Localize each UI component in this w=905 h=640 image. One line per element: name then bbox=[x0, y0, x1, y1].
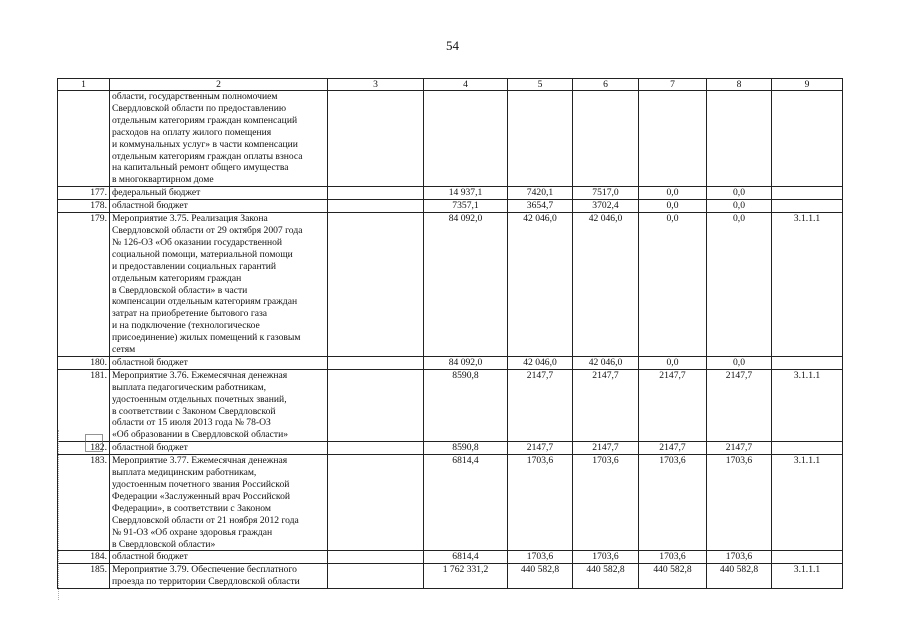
row-description bbox=[110, 455, 328, 551]
text-line: Федерации», в соответствии с Законом bbox=[112, 502, 271, 514]
text-line: № 126-ОЗ «Об оказании государственной bbox=[112, 236, 283, 248]
text-line: отдельным категориям граждан bbox=[112, 272, 242, 284]
text-line: отдельным категориям граждан компенсаций bbox=[112, 114, 298, 126]
text-line: компенсации отдельным категориям граждан bbox=[112, 296, 298, 308]
row-description bbox=[110, 187, 328, 200]
cell-col6: 7517,0 bbox=[573, 187, 639, 200]
text-line: выплата педагогическим работникам, bbox=[112, 381, 266, 393]
cell-col8: 0,0 bbox=[707, 213, 772, 357]
row-number: 180. bbox=[58, 356, 110, 369]
text-line: выплата медицинским работникам, bbox=[112, 467, 257, 479]
text-line: Мероприятие 3.75. Реализация Закона bbox=[112, 213, 268, 225]
cell-col4: 8590,8 bbox=[424, 442, 508, 455]
row-description bbox=[110, 442, 328, 455]
text-line: затрат на приобретение бытового газа bbox=[112, 308, 268, 320]
row-description bbox=[110, 369, 328, 441]
cell-col4: 14 937,1 bbox=[424, 187, 508, 200]
row-number: 178. bbox=[58, 200, 110, 213]
table-row bbox=[58, 455, 843, 551]
text-line: Федерации «Заслуженный врач Российской bbox=[112, 490, 290, 502]
cell-col5: 2147,7 bbox=[508, 442, 573, 455]
cell-col4: 84 092,0 bbox=[424, 356, 508, 369]
text-line: областной бюджет bbox=[112, 442, 188, 454]
cell-col9 bbox=[772, 442, 843, 455]
text-line: областной бюджет bbox=[112, 356, 188, 368]
cell-col4: 8590,8 bbox=[424, 369, 508, 441]
cell-col3 bbox=[328, 187, 424, 200]
table-body bbox=[58, 91, 843, 589]
cell-col8: 2147,7 bbox=[707, 442, 772, 455]
cell-col7 bbox=[639, 91, 707, 187]
header-row bbox=[58, 79, 843, 91]
cell-col6: 42 046,0 bbox=[573, 213, 639, 357]
row-number: 183. bbox=[58, 455, 110, 551]
text-line: удостоенным отдельных почетных званий, bbox=[112, 393, 287, 405]
text-line: и предоставлении социальных гарантий bbox=[112, 260, 277, 272]
cell-col8: 0,0 bbox=[707, 187, 772, 200]
cell-col6: 1703,6 bbox=[573, 551, 639, 564]
cell-col4: 1 762 331,2 bbox=[424, 564, 508, 589]
text-line: в соответствии с Законом Свердловской bbox=[112, 405, 276, 417]
cell-col4: 84 092,0 bbox=[424, 213, 508, 357]
text-line: расходов на оплату жилого помещения bbox=[112, 126, 272, 138]
table-row bbox=[58, 442, 843, 455]
cell-col6: 42 046,0 bbox=[573, 356, 639, 369]
text-line: Свердловской области от 29 октября 2007 года bbox=[112, 224, 303, 236]
cell-col7: 0,0 bbox=[639, 200, 707, 213]
cell-col3 bbox=[328, 91, 424, 187]
cell-col5: 7420,1 bbox=[508, 187, 573, 200]
text-line: присоединение) жилых помещений к газовым bbox=[112, 332, 301, 344]
cell-col9: 3.1.1.1 bbox=[772, 564, 843, 589]
stamp-box bbox=[85, 434, 103, 452]
cell-col7: 2147,7 bbox=[639, 369, 707, 441]
cell-col9 bbox=[772, 187, 843, 200]
column-header: 3 bbox=[328, 79, 424, 91]
row-description bbox=[110, 551, 328, 564]
cell-col8: 0,0 bbox=[707, 200, 772, 213]
cell-col4: 7357,1 bbox=[424, 200, 508, 213]
row-number: 177. bbox=[58, 187, 110, 200]
text-line: областной бюджет bbox=[112, 200, 188, 212]
text-line: социальной помощи, материальной помощи bbox=[112, 248, 293, 260]
text-line: и коммунальных услуг» в части компенсации bbox=[112, 138, 298, 150]
cell-col6: 1703,6 bbox=[573, 455, 639, 551]
budget-table bbox=[57, 78, 843, 589]
cell-col9 bbox=[772, 91, 843, 187]
text-line: Мероприятие 3.76. Ежемесячная денежная bbox=[112, 369, 288, 381]
text-line: области, государственным полномочием bbox=[112, 91, 278, 102]
row-description bbox=[110, 564, 328, 589]
cell-col5: 42 046,0 bbox=[508, 213, 573, 357]
cell-col5: 1703,6 bbox=[508, 551, 573, 564]
cell-col6: 2147,7 bbox=[573, 442, 639, 455]
text-line: областной бюджет bbox=[112, 551, 188, 563]
cell-col7: 1703,6 bbox=[639, 551, 707, 564]
text-line: проезда по территории Свердловской области bbox=[112, 576, 300, 588]
text-line: Свердловской области от 21 ноября 2012 года bbox=[112, 514, 299, 526]
text-line: Свердловской области по предоставлению bbox=[112, 102, 286, 114]
row-number: 184. bbox=[58, 551, 110, 564]
column-header: 5 bbox=[508, 79, 573, 91]
cell-col4 bbox=[424, 91, 508, 187]
cell-col7: 0,0 bbox=[639, 356, 707, 369]
table-row bbox=[58, 551, 843, 564]
column-header: 9 bbox=[772, 79, 843, 91]
text-line: в Свердловской области» bbox=[112, 538, 216, 550]
cell-col8: 440 582,8 bbox=[707, 564, 772, 589]
cell-col7: 1703,6 bbox=[639, 455, 707, 551]
cell-col9: 3.1.1.1 bbox=[772, 369, 843, 441]
column-header: 8 bbox=[707, 79, 772, 91]
cell-col8: 0,0 bbox=[707, 356, 772, 369]
table-row bbox=[58, 91, 843, 187]
cell-col7: 0,0 bbox=[639, 213, 707, 357]
text-line: в Свердловской области» в части bbox=[112, 284, 248, 296]
cell-col4: 6814,4 bbox=[424, 551, 508, 564]
table-row bbox=[58, 564, 843, 589]
column-header: 6 bbox=[573, 79, 639, 91]
text-line: на капитальный ремонт общего имущества bbox=[112, 162, 289, 174]
cell-col3 bbox=[328, 564, 424, 589]
text-line: удостоенным почетного звания Российской bbox=[112, 479, 290, 490]
cell-col9 bbox=[772, 356, 843, 369]
cell-col7: 2147,7 bbox=[639, 442, 707, 455]
cell-col9 bbox=[772, 200, 843, 213]
row-description bbox=[110, 356, 328, 369]
row-number: 185. bbox=[58, 564, 110, 589]
cell-col3 bbox=[328, 200, 424, 213]
cell-col3 bbox=[328, 213, 424, 357]
cell-col7: 440 582,8 bbox=[639, 564, 707, 589]
cell-col5: 42 046,0 bbox=[508, 356, 573, 369]
text-line: «Об образовании в Свердловской области» bbox=[112, 429, 289, 441]
cell-col3 bbox=[328, 369, 424, 441]
text-line: в многоквартирном доме bbox=[112, 174, 214, 186]
cell-col8: 1703,6 bbox=[707, 551, 772, 564]
text-line: Мероприятие 3.77. Ежемесячная денежная bbox=[112, 455, 288, 467]
row-number: 182. bbox=[58, 442, 110, 455]
cell-col8: 1703,6 bbox=[707, 455, 772, 551]
cell-col5: 1703,6 bbox=[508, 455, 573, 551]
table-row bbox=[58, 213, 843, 357]
cell-col6 bbox=[573, 91, 639, 187]
row-number: 181. bbox=[58, 369, 110, 441]
cell-col7: 0,0 bbox=[639, 187, 707, 200]
column-header: 4 bbox=[424, 79, 508, 91]
row-description bbox=[110, 200, 328, 213]
table-row bbox=[58, 200, 843, 213]
registration-stamp bbox=[58, 430, 105, 600]
cell-col6: 440 582,8 bbox=[573, 564, 639, 589]
cell-col5 bbox=[508, 91, 573, 187]
cell-col4: 6814,4 bbox=[424, 455, 508, 551]
table-row bbox=[58, 369, 843, 441]
cell-col9: 3.1.1.1 bbox=[772, 213, 843, 357]
text-line: сетям bbox=[112, 344, 136, 356]
text-line: Мероприятие 3.79. Обеспечение бесплатного bbox=[112, 564, 297, 576]
row-number: 179. bbox=[58, 213, 110, 357]
cell-col9: 3.1.1.1 bbox=[772, 455, 843, 551]
cell-col5: 3654,7 bbox=[508, 200, 573, 213]
cell-col3 bbox=[328, 356, 424, 369]
row-description bbox=[110, 213, 328, 357]
table-row bbox=[58, 187, 843, 200]
cell-col6: 3702,4 bbox=[573, 200, 639, 213]
cell-col5: 440 582,8 bbox=[508, 564, 573, 589]
text-line: № 91-ОЗ «Об охране здоровья граждан bbox=[112, 526, 273, 538]
cell-col3 bbox=[328, 442, 424, 455]
column-header: 7 bbox=[639, 79, 707, 91]
text-line: и на подключение (технологическое bbox=[112, 320, 260, 332]
page-number: 54 bbox=[446, 38, 459, 53]
column-header: 1 bbox=[58, 79, 110, 91]
cell-col5: 2147,7 bbox=[508, 369, 573, 441]
text-line: федеральный бюджет bbox=[112, 187, 201, 199]
cell-col6: 2147,7 bbox=[573, 369, 639, 441]
cell-col3 bbox=[328, 551, 424, 564]
row-description bbox=[110, 91, 328, 187]
table-row bbox=[58, 356, 843, 369]
text-line: отдельным категориям граждан оплаты взноса bbox=[112, 150, 303, 162]
cell-col8: 2147,7 bbox=[707, 369, 772, 441]
text-line: области от 15 июля 2013 года № 78-ОЗ bbox=[112, 417, 271, 429]
cell-col8 bbox=[707, 91, 772, 187]
cell-col3 bbox=[328, 455, 424, 551]
row-number bbox=[58, 91, 110, 187]
cell-col9 bbox=[772, 551, 843, 564]
column-header: 2 bbox=[110, 79, 328, 91]
